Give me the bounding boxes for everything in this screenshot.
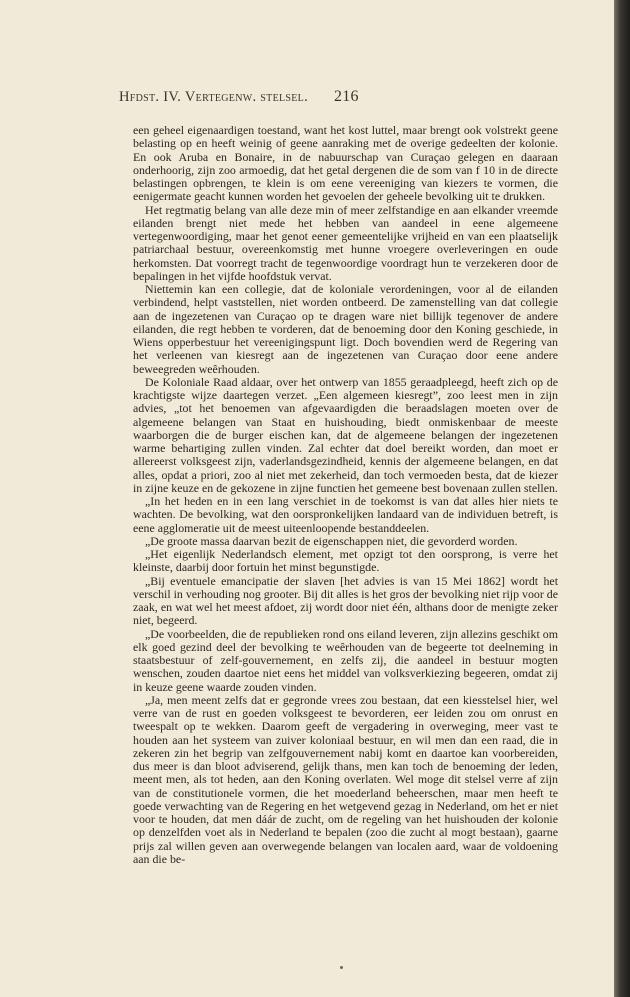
paragraph: De Koloniale Raad aldaar, over het ontwerp van 1855 geraadpleegd, heeft zich op de krachtigste wijze daartegen verzet. „Een algemeen kiesregt”, zoo leest men in zijn advies, „tot het benoemen van afgevaardigden die beraadslagen moeten over de algemeene belangen van Staat en huishouding, biedt onmiskenbaar de meeste waarborgen die de burger eischen kan, dat de algemeene belangen der ingezetenen warme behartiging zullen vinden. Zal echter dat doel bereikt worden, dan moet er allereerst volksgeest zijn, vaderlandsgezindheid, kennis der algemeene belangen, en dat alles, opdat a priori, zoo al niet met zekerheid, dan toch vermoeden besta, dat de kiezer in zijne keuze en de gekozene in zijne functien het gemeene best bovenaan zullen stellen. (133, 374, 558, 495)
paragraph: „Ja, men meent zelfs dat er gegronde vrees zou bestaan, dat een kiesstelsel hier, wel verre van de rust en goeden volksgeest te bevorderen, eer leiden zou om onrust en tweespalt op te wekken. Daarom geeft de vergadering in overweging, meer vast te houden aan het systeem van zuiver koloniaal bestuur, en wil men dan een raad, die in zekeren zin het begrip van zelfgouvernement nabij komt en daartoe kan voorbereiden, dus meer is dan bloot adviserend, gelijk thans, men kan toch de benoeming der leden, meent men, als tot heden, aan den Koning overlaten. Wel moge dit stelsel verre af zijn van de constitutionele vormen, die het moederland beheerschen, maar men heeft te goede verwachting van de Regering en het wetgevend gezag in Nederland, om het er niet voor te houden, dat men dáár de zucht, om de regeling van het huishouden der kolonie op denzelfden voet als in Nederland te bepalen (zoo die zucht al mogt bestaan), gaarne prijs zal willen geven aan overwegende belangen van localen aard, waar de voldoening aan die be- (133, 692, 558, 866)
paragraph: een geheel eigenaardigen toestand, want het kost luttel, maar brengt ook volstrekt geene belasting op en heeft weinig of geene aanraking met de overige gedeelten der kolonie. En ook Aruba en Bonaire, in de nabuurschap van Curaçao gelegen en daaraan onderhoorig, zijn zoo armoedig, dat het getal dergenen die de som van f 10 in de directe belastingen opbrengen, te klein is om eene vereeniging van kiezers te vormen, die eenigermate geacht kunnen worden het gevoelen der geheele bevolking uit te drukken. (133, 123, 558, 204)
body-text (133, 124, 558, 866)
paragraph: Niettemin kan een collegie, dat de koloniale verordeningen, voor al de eilanden verbindend, helpt vaststellen, niet worden ontbeerd. De zamenstelling van dat collegie aan de ingezetenen van Curaçao op te dragen ware niet billijk tegenover de andere eilanden, die regt hebben te vorderen, dat de benoeming door den Koning geschiede, in Wiens opperbestuur het vereenigingspunt ligt. Doch bovendien werd de Regering van het verleenen van kiesregt aan de ingezetenen van Curaçao door eene andere beweegreden weêrhouden. (133, 282, 558, 376)
paragraph: „De voorbeelden, die de republieken rond ons eiland leveren, zijn allezins geschikt om elk goed gezind deel der bevolking te weêrhouden van de begeerte tot deelneming in staatsbestuur of zelf-gouvernement, en zelfs zij, die aandeel in bestuur mogten wenschen, zouden daartoe niet eens het middel van volksverkiezing begeeren, omdat zij in keuze geene waarde zouden vinden. (133, 626, 558, 694)
paragraph: „Bij eventuele emancipatie der slaven [het advies is van 15 Mei 1862] wordt het verschil in verhouding nog grooter. Bij dit alles is het gros der bevolking niet rijp voor de zaak, en wat wel het meest afdoet, zij wordt door niet één, althans door de menigte zeker niet, begeerd. (133, 573, 559, 628)
paragraph: „Het eigenlijk Nederlandsch element, met opzigt tot den oorsprong, is verre het kleinste, daarbij door fortuin het minst begunstigde. (133, 547, 558, 575)
paragraph: „In het heden en in een lang verschiet in de toekomst is van dat alles hier niets te wachten. De bevolking, wat den oorspronkelijken landaard van de individuen betreft, is eene agglomeratie uit de meest uiteenloopende bestanddeelen. (133, 494, 558, 535)
page-header (119, 88, 559, 110)
paragraph: Het regtmatig belang van alle deze min of meer zelfstandige en aan elkander vreemde eilanden brengt niet mede het hebben van aandeel in eene algemeene vertegenwoordiging, maar het genot eener gemeentelijke vrijheid en van een plaatselijk patriarchaal bestuur, overeenkomstig met hunne vroegere overleveringen en oude herkomsten. Dat voorregt tracht de tegenwoordige voordragt hun te verzekeren door de bepalingen in het vijfde hoofdstuk vervat. (133, 202, 558, 283)
page-edge-shadow (614, 0, 630, 997)
page-number: 216 (333, 88, 359, 105)
paragraph: „De groote massa daarvan bezit de eigenschappen niet, die gevorderd worden. (145, 533, 518, 548)
page-mark-dot (340, 966, 343, 969)
running-title: Hfdst. IV. Vertegenw. stelsel. (119, 89, 308, 105)
